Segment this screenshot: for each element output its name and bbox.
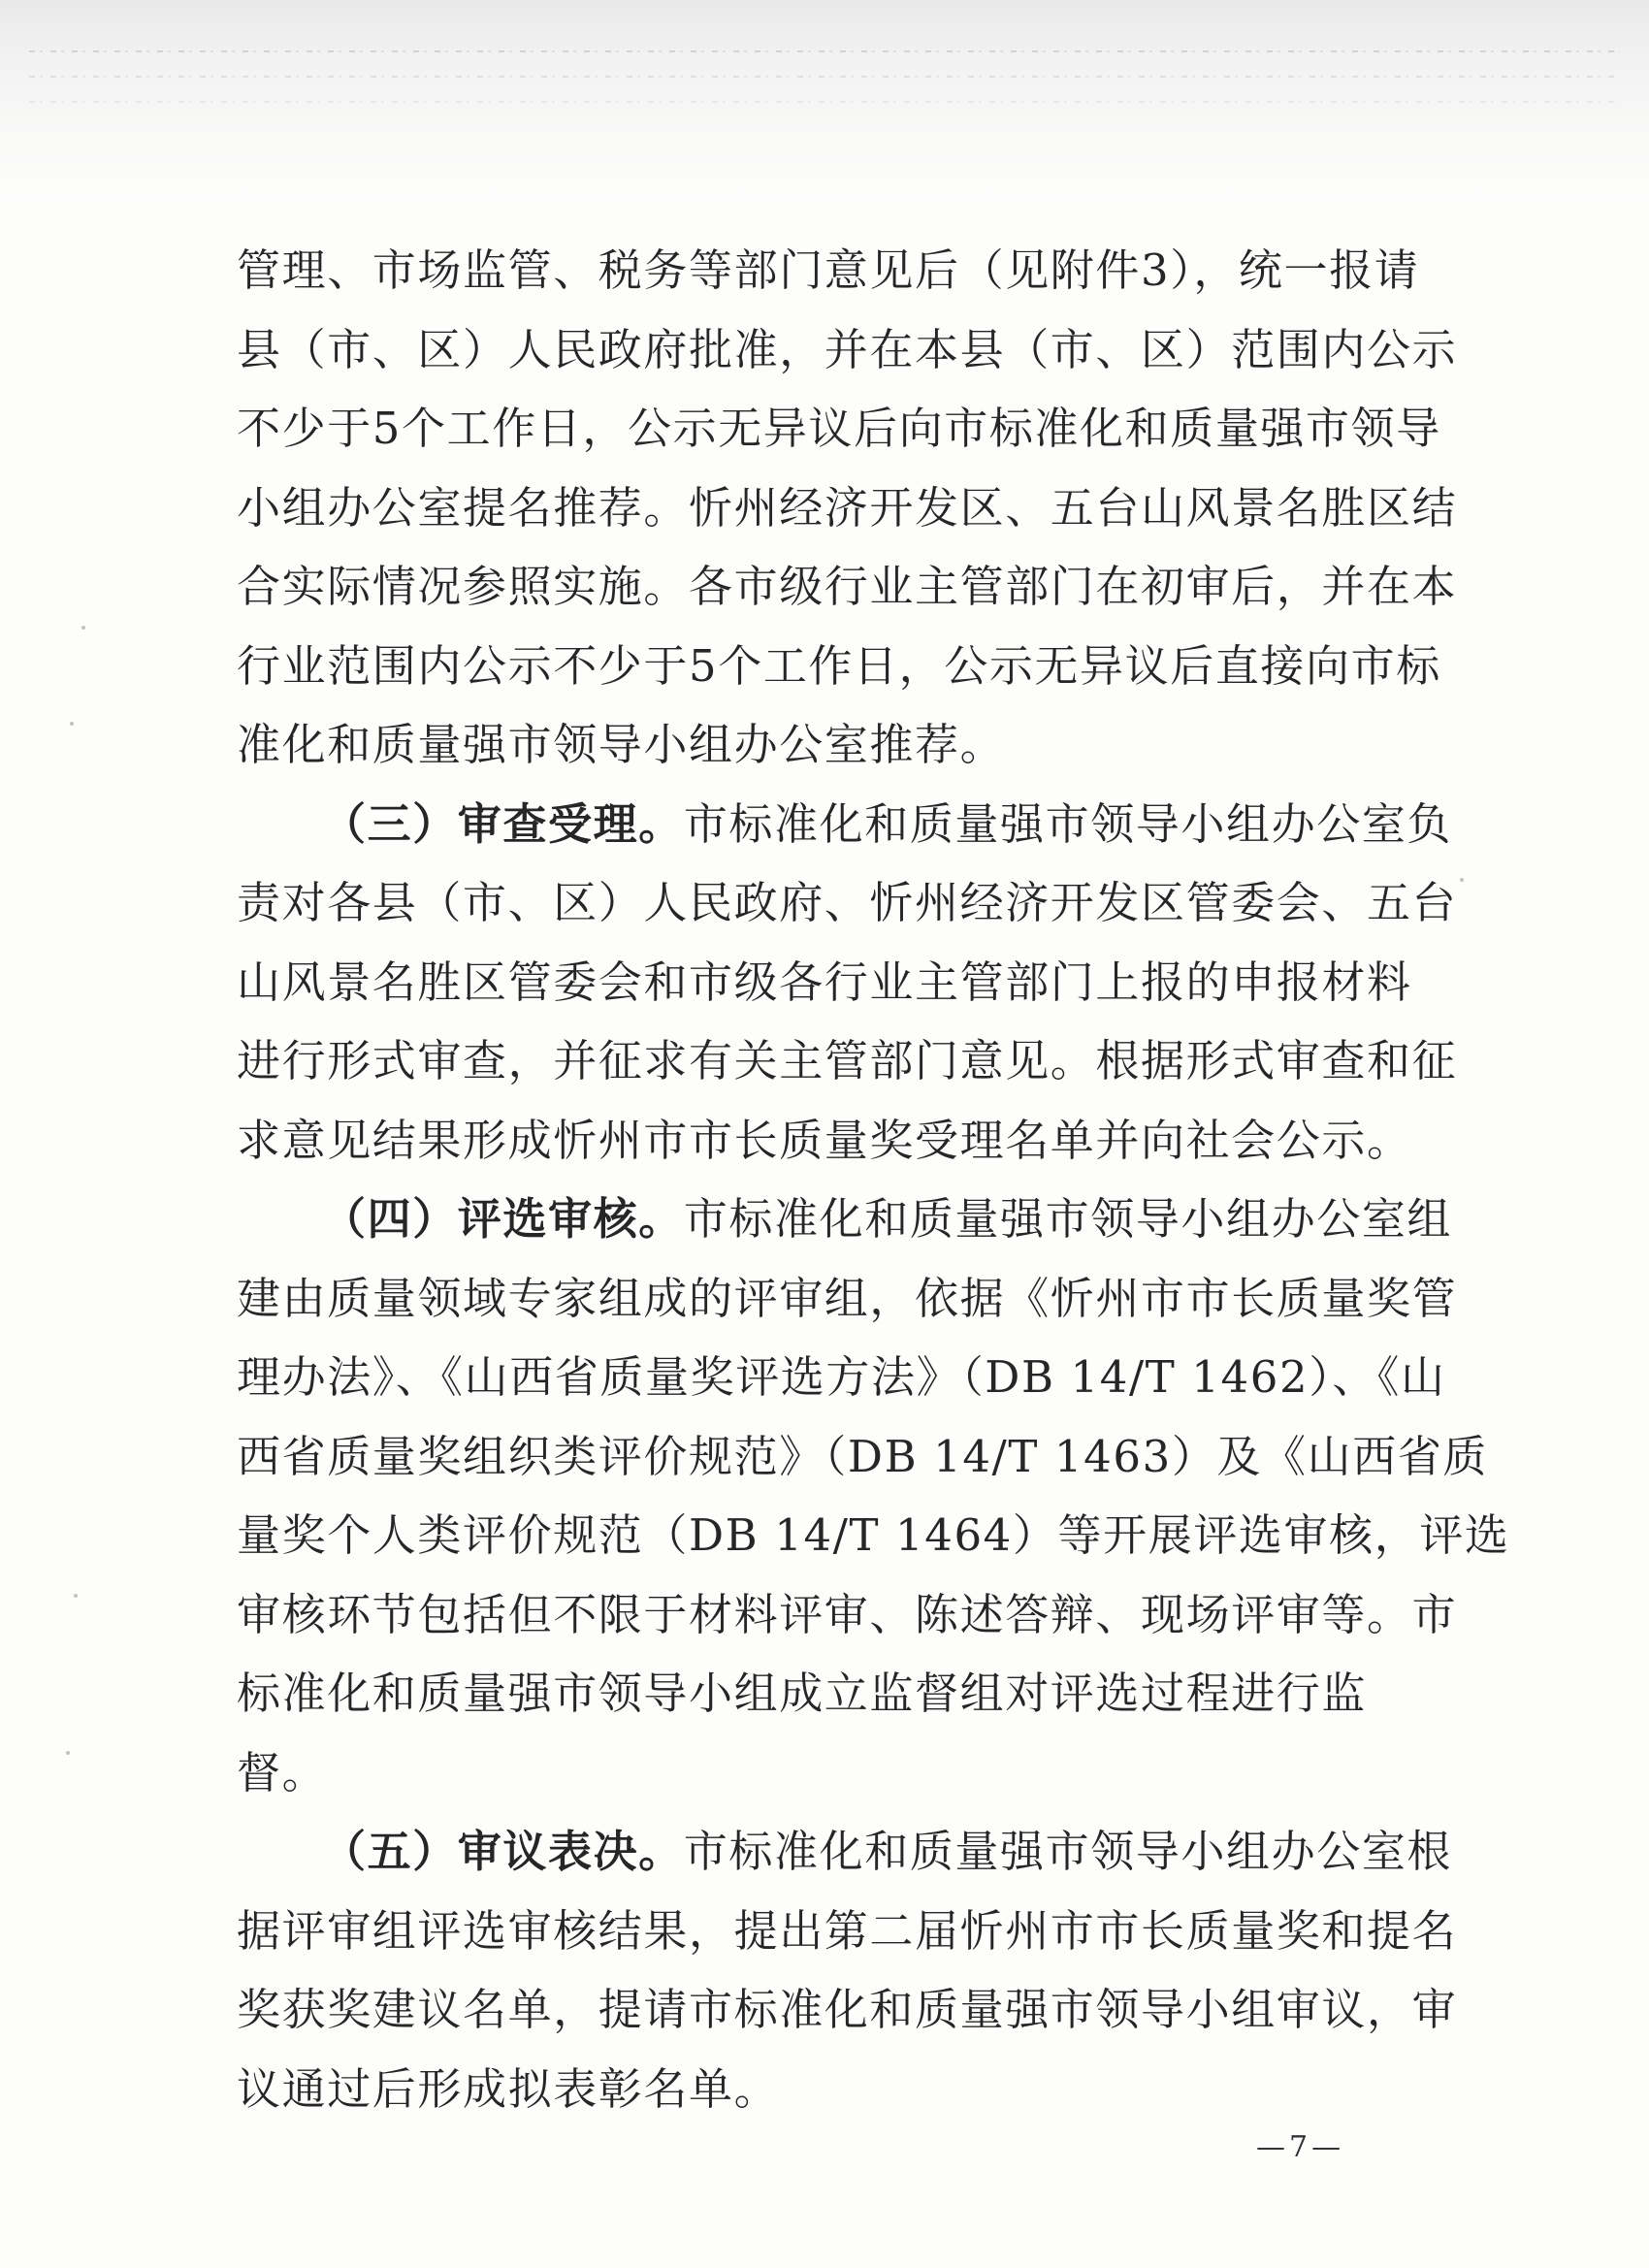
line-text: 求意见结果形成忻州市市长质量奖受理名单并向社会公示。 <box>237 1114 1412 1166</box>
text-line <box>237 469 1458 548</box>
text-line <box>237 1021 1458 1101</box>
scan-speck <box>1460 878 1464 882</box>
text-line <box>237 231 1420 310</box>
text-line <box>237 1892 1458 1971</box>
text-line <box>237 1417 1489 1497</box>
text-line <box>237 785 1453 864</box>
line-text: 审核环节包括但不限于材料评审、陈述答辩、现场评审等。市 <box>237 1588 1458 1640</box>
line-text: 县（市、区）人民政府批准，并在本县（市、区）范围内公示 <box>237 323 1458 375</box>
section-heading: （四）评选审核。 <box>322 1193 684 1245</box>
text-line <box>237 1812 1453 1892</box>
text-line <box>237 1654 1368 1733</box>
text-line <box>237 389 1441 469</box>
text-line <box>237 547 1458 627</box>
line-text: 量奖个人类评价规范（DB 14/T 1464）等开展评选审核，评选 <box>237 1509 1510 1561</box>
text-line <box>237 1259 1458 1339</box>
scan-speck <box>81 626 85 630</box>
scan-speck <box>66 1751 70 1755</box>
line-text: 理办法》、《山西省质量奖评选方法》（DB 14/T 1462）、《山 <box>237 1351 1446 1403</box>
line-text: 小组办公室提名推荐。忻州经济开发区、五台山风景名胜区结 <box>237 481 1458 534</box>
text-line <box>237 2050 1333 2129</box>
line-text: 西省质量奖组织类评价规范》（DB 14/T 1463）及《山西省质 <box>237 1430 1489 1482</box>
line-text: 奖获奖建议名单，提请市标准化和质量强市领导小组审议，审 <box>237 1984 1458 2035</box>
line-text: 市标准化和质量强市领导小组办公室根 <box>683 1826 1453 1877</box>
line-text: 合实际情况参照实施。各市级行业主管部门在初审后，并在本 <box>237 561 1458 612</box>
scan-streak <box>29 101 1620 103</box>
scan-streak <box>29 76 1620 78</box>
section-heading: （五）审议表决。 <box>322 1826 684 1877</box>
line-text: 市标准化和质量强市领导小组办公室组 <box>683 1193 1453 1245</box>
document-page <box>237 231 1510 2128</box>
line-text: 准化和质量强市领导小组办公室推荐。 <box>237 719 1006 770</box>
line-text: 据评审组评选审核结果，提出第二届忻州市市长质量奖和提名 <box>237 1904 1458 1957</box>
line-text: 议通过后形成拟表彰名单。 <box>237 2062 780 2115</box>
text-line <box>237 1180 1453 1259</box>
page-number: —7— <box>1256 2130 1345 2164</box>
text-line <box>237 1575 1458 1655</box>
line-text: 山风景名胜区管委会和市级各行业主管部门上报的申报材料 <box>237 956 1412 1008</box>
scan-speck <box>74 1594 78 1598</box>
text-line <box>237 863 1458 943</box>
text-line <box>237 1338 1446 1417</box>
line-text: 进行形式审查，并征求有关主管部门意见。根据形式审查和征 <box>237 1035 1458 1086</box>
text-line <box>237 310 1458 390</box>
line-text: 市标准化和质量强市领导小组办公室负 <box>683 797 1453 850</box>
line-text: 建由质量领域专家组成的评审组，依据《忻州市市长质量奖管 <box>237 1272 1458 1324</box>
scan-streak <box>29 50 1620 52</box>
line-text: 督。 <box>237 1746 328 1798</box>
line-text: 行业范围内公示不少于5个工作日，公示无异议后直接向市标 <box>237 639 1441 692</box>
text-line <box>237 705 1333 785</box>
text-line <box>237 943 1412 1022</box>
text-line <box>237 1101 1412 1181</box>
body-text <box>237 231 1510 2128</box>
scan-speck <box>70 722 74 726</box>
text-line <box>237 1496 1510 1575</box>
text-line <box>237 1970 1458 2050</box>
line-text: 责对各县（市、区）人民政府、忻州经济开发区管委会、五台 <box>237 877 1458 928</box>
text-line <box>237 1733 1333 1813</box>
line-text: 管理、市场监管、税务等部门意见后（见附件3），统一报请 <box>237 244 1420 296</box>
text-line <box>237 627 1441 706</box>
section-heading: （三）审查受理。 <box>322 797 684 850</box>
line-text: 标准化和质量强市领导小组成立监督组对评选过程进行监 <box>237 1668 1368 1719</box>
line-text: 不少于5个工作日，公示无异议后向市标准化和质量强市领导 <box>237 403 1441 454</box>
